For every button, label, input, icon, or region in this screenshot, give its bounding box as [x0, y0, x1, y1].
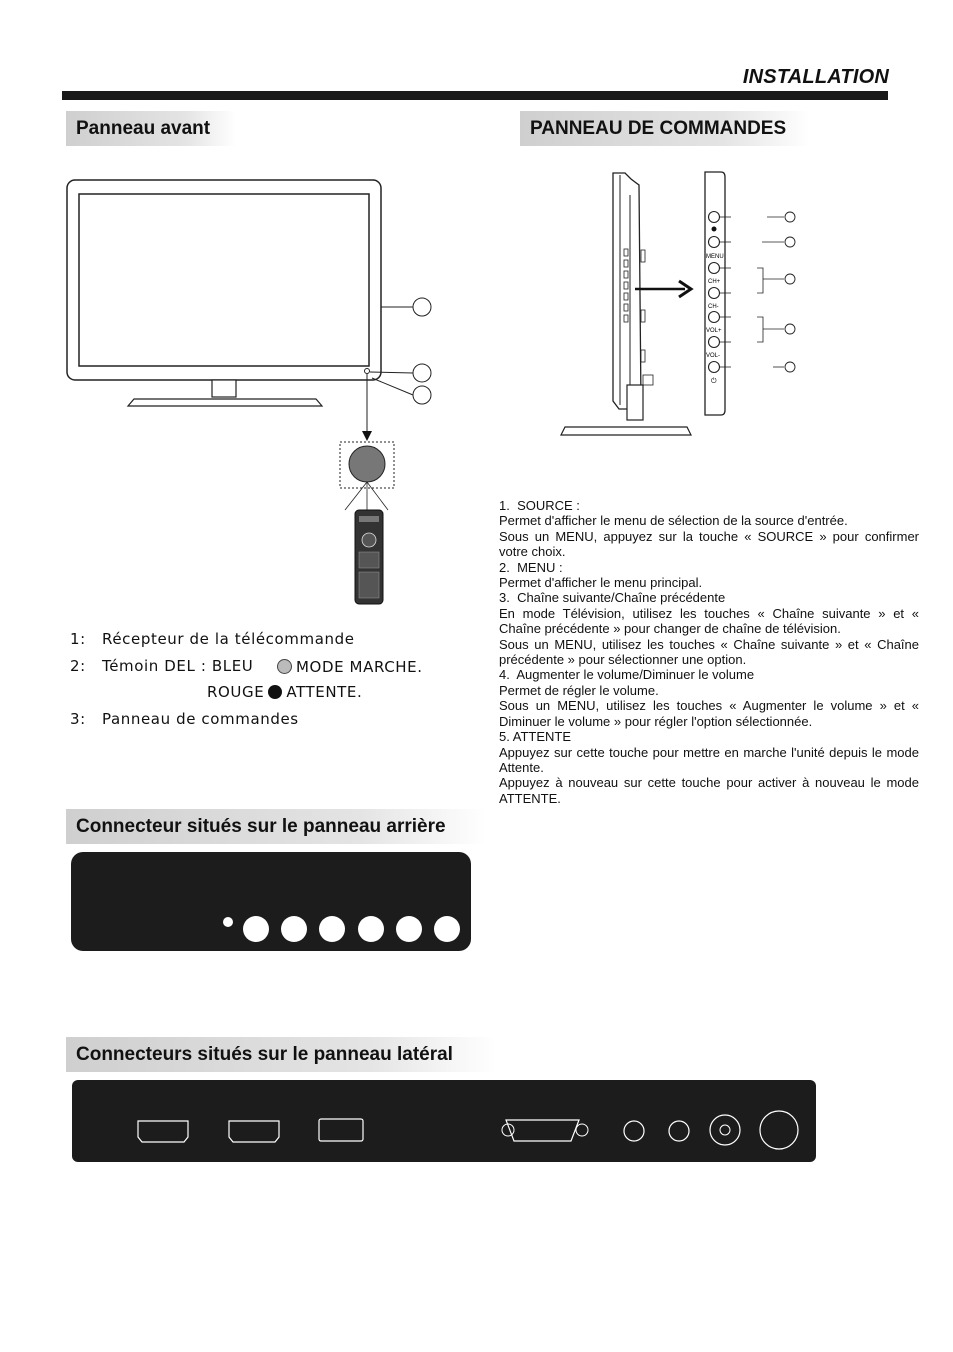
front-panel-diagram	[60, 170, 450, 610]
desc-line: 3. Chaîne suivante/Chaîne précédente	[499, 590, 726, 606]
ctrl-label-vol-down: VOL-	[706, 353, 721, 359]
legend-item-2	[70, 657, 450, 675]
desc-line: En mode Télévision, utilisez les touches « Chaîne suivante » et « Chaîne précédente » pour changer de chaîne de télévision.	[499, 605, 923, 637]
rear-connector-icon	[243, 916, 269, 942]
page-header-title: INSTALLATION	[742, 66, 889, 88]
legend-item-2-red	[207, 683, 362, 701]
legend-num: 2:	[70, 657, 86, 675]
section-title-front: Panneau avant	[66, 111, 236, 146]
desc-line: 2. MENU :	[499, 559, 563, 575]
legend-num: 3:	[70, 710, 86, 728]
desc-line: Sous un MENU, appuyez sur la touche « SOURCE » pour confirmer votre choix.	[499, 528, 923, 560]
legend-text: Récepteur de la télécommande	[102, 630, 355, 648]
desc-line: 4. Augmenter le volume/Diminuer le volume	[499, 667, 755, 683]
callout-2-circle	[413, 364, 431, 382]
callout-1-circle	[413, 298, 431, 316]
vga-port-icon	[506, 1120, 579, 1141]
rear-connector-icon	[319, 916, 345, 942]
hdmi-port-icon	[229, 1121, 279, 1142]
legend-item-3	[70, 710, 299, 728]
legend-item-1	[70, 630, 355, 648]
section-title-rear: Connecteur situés sur le panneau arrière	[66, 809, 486, 844]
hdmi-port-icon	[138, 1121, 188, 1142]
standby-text: ATTENTE.	[286, 683, 363, 701]
ctrl-label-ch-down: CH-	[708, 304, 719, 310]
desc-line: Permet de régler le volume.	[499, 682, 659, 698]
legend-num: 1:	[70, 630, 86, 648]
svg-text:⏻: ⏻	[711, 377, 717, 385]
desc-line: 5. ATTENTE	[499, 729, 571, 745]
desc-line: Appuyez à nouveau sur cette touche pour activer à nouveau le mode ATTENTE.	[499, 775, 922, 806]
rear-connector-icon	[281, 916, 307, 942]
desc-line: Appuyez sur cette touche pour mettre en marche l'unité depuis le mode Attente.	[499, 744, 922, 775]
red-label: ROUGE	[207, 683, 265, 701]
rear-connector-icon	[358, 916, 384, 942]
callout-3-circle	[413, 386, 431, 404]
blue-led-dot-icon	[277, 659, 292, 674]
desc-line: Sous un MENU, utilisez les touches « Augmenter le volume » et « Diminuer le volume » pour régler l'option sélectionnée.	[499, 698, 923, 729]
desc-line: Sous un MENU, utilisez les touches « Chaîne suivante » et « Chaîne précédente » pour sélectionner une option.	[499, 636, 923, 668]
rear-panel-diagram	[70, 851, 472, 952]
desc-line: Permet d'afficher le menu de sélection de la source d'entrée.	[499, 513, 848, 529]
rear-small-jack-icon	[223, 917, 233, 927]
red-led-dot-icon	[268, 685, 282, 699]
control-descriptions	[499, 498, 923, 806]
section-title-side: Connecteurs situés sur le panneau latéral	[66, 1037, 496, 1072]
usb-port-icon	[319, 1119, 363, 1141]
side-panel-diagram	[71, 1079, 817, 1164]
rear-connector-icon	[434, 916, 460, 942]
desc-line: Permet d'afficher le menu principal.	[499, 575, 703, 591]
ctrl-label-vol-up: VOL+	[706, 328, 722, 334]
section-title-controls: PANNEAU DE COMMANDES	[520, 111, 810, 146]
desc-line: 1. SOURCE :	[499, 498, 580, 513]
rear-connector-icon	[396, 916, 422, 942]
ctrl-label-ch-up: CH+	[708, 279, 721, 285]
mode-on-text: MODE MARCHE.	[296, 658, 423, 676]
header-rule	[62, 91, 888, 100]
legend-text: Témoin DEL : BLEU	[102, 657, 254, 675]
legend-text: Panneau de commandes	[102, 710, 299, 728]
control-panel-diagram	[555, 165, 815, 450]
ctrl-label-menu: MENU	[706, 254, 724, 260]
led-on-label	[273, 658, 423, 676]
